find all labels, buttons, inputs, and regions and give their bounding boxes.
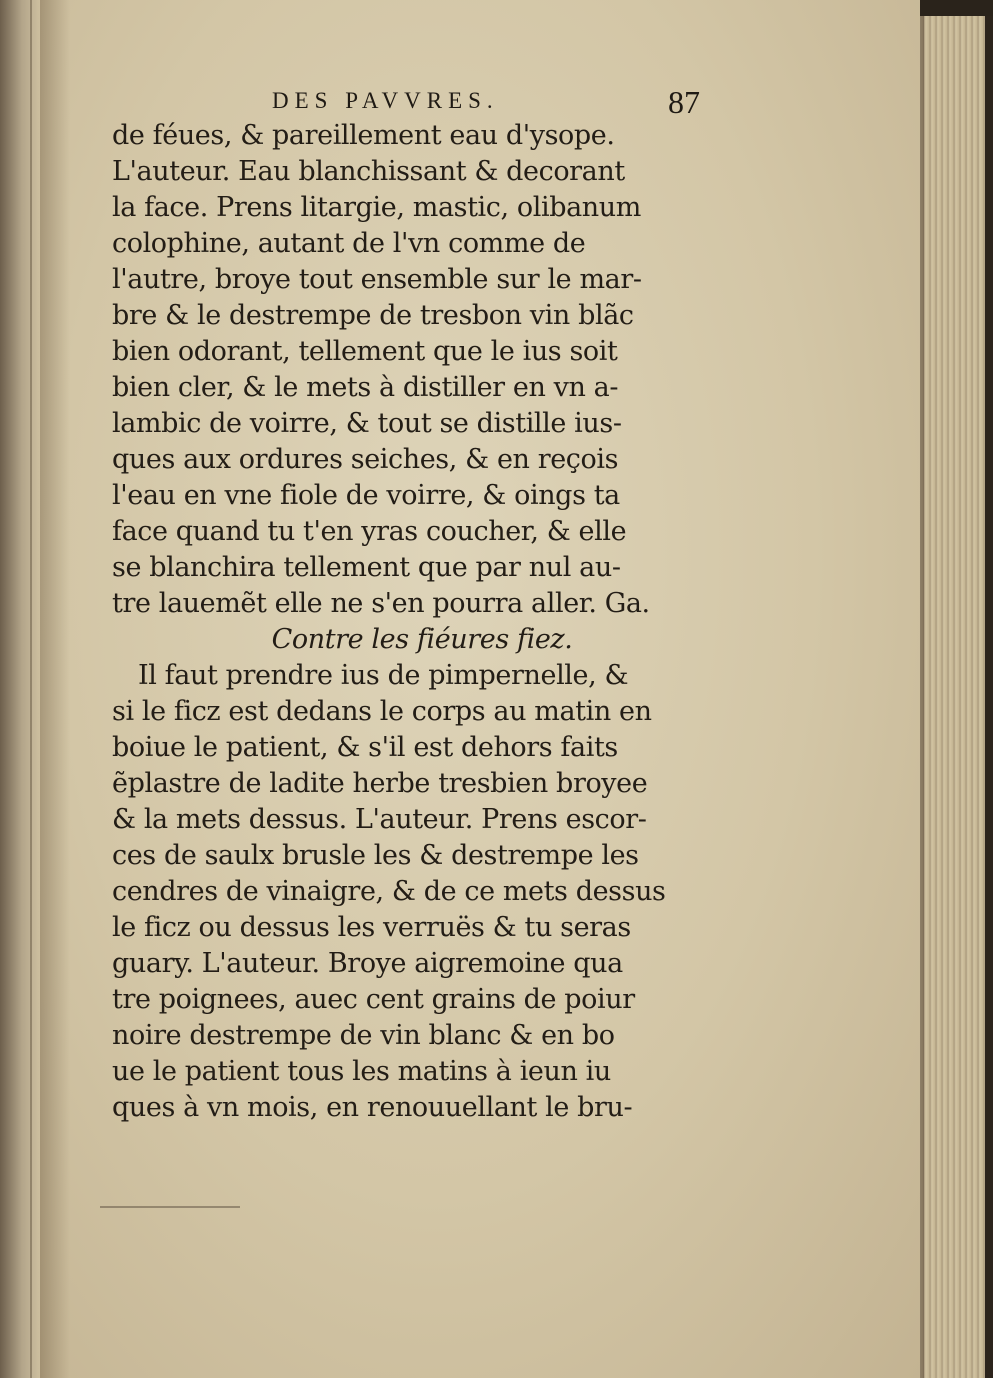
text-line: la face. Prens litargie, mastic, olibanum — [112, 192, 641, 223]
page-fore-edges — [920, 0, 993, 1378]
text-line: bien cler, & le mets à distiller en vn a- — [112, 372, 619, 403]
text-line: le ficz ou dessus les verruës & tu seras — [112, 912, 631, 943]
text-line: bre & le destrempe de tresbon vin blãc — [112, 300, 634, 331]
text-line: bien odorant, tellement que le ius soit — [112, 336, 618, 367]
section-heading: Contre les fiéures fiez. — [271, 624, 573, 655]
text-line: face quand tu t'en yras coucher, & elle — [112, 516, 627, 547]
text-line: si le ficz est dedans le corps au matin en — [112, 696, 652, 727]
binding-dark-corner — [920, 0, 993, 16]
text-line: ques à vn mois, en renouuellant le bru- — [112, 1092, 633, 1123]
running-head: DES PAVVRES. — [272, 88, 499, 113]
text-line: tre lauemẽt elle ne s'en pourra aller. Ga. — [112, 588, 650, 619]
text-line: cendres de vinaigre, & de ce mets dessus — [112, 876, 666, 907]
text-line: de féues, & pareillement eau d'ysope. — [112, 120, 615, 151]
text-line: ces de saulx brusle les & destrempe les — [112, 840, 639, 871]
bottom-mark — [100, 1206, 240, 1208]
text-line: Il faut prendre ius de pimpernelle, & — [138, 660, 629, 691]
text-line: ẽplastre de ladite herbe tresbien broyee — [112, 768, 648, 799]
text-line: & la mets dessus. L'auteur. Prens escor- — [112, 804, 647, 835]
text-line: guary. L'auteur. Broye aigremoine qua — [112, 948, 623, 979]
previous-page-edge — [0, 0, 40, 1378]
page-number: 87 — [668, 84, 700, 120]
text-line: lambic de voirre, & tout se distille ius- — [112, 408, 622, 439]
text-line: colophine, autant de l'vn comme de — [112, 228, 586, 259]
text-line: tre poignees, auec cent grains de poiur — [112, 984, 635, 1015]
text-line: l'eau en vne fiole de voirre, & oings ta — [112, 480, 620, 511]
text-line: boiue le patient, & s'il est dehors faits — [112, 732, 618, 763]
text-block — [112, 118, 732, 1126]
text-line: l'autre, broye tout ensemble sur le mar- — [112, 264, 642, 295]
text-line: ques aux ordures seiches, & en reçois — [112, 444, 619, 475]
text-line: ue le patient tous les matins à ieun iu — [112, 1056, 611, 1087]
text-line: se blanchira tellement que par nul au- — [112, 552, 621, 583]
gutter-shadow — [40, 0, 70, 1378]
text-line: L'auteur. Eau blanchissant & decorant — [112, 156, 625, 187]
text-line: noire destrempe de vin blanc & en bo — [112, 1020, 615, 1051]
